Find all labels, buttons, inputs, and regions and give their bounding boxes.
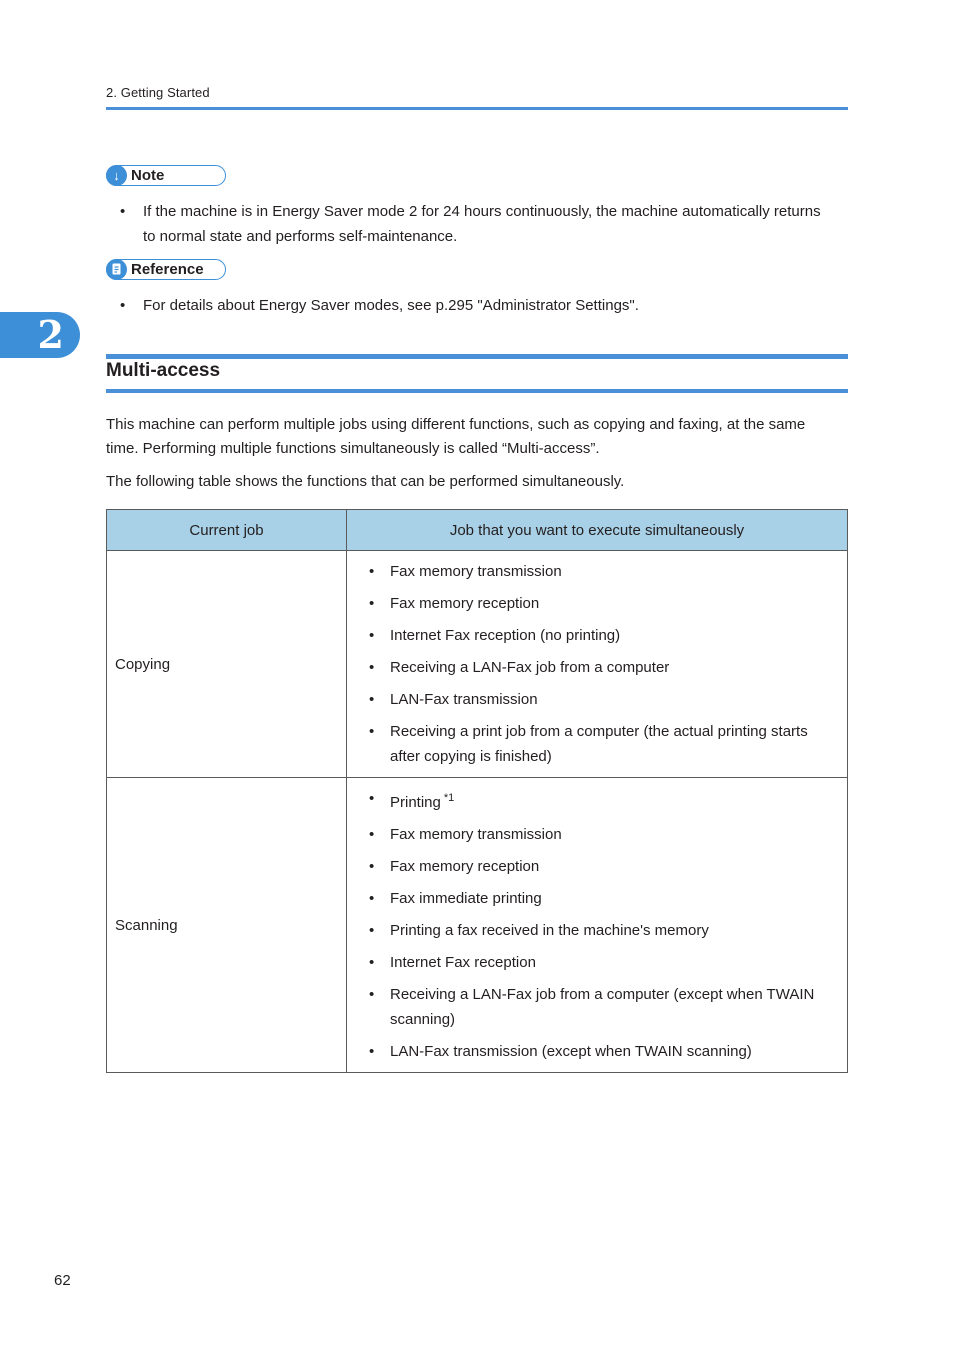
intro-paragraph: This machine can perform multiple jobs using different functions, such as copying and faxing, at the same time. Performing multiple functions simultaneously is called “Multi-access”. bbox=[106, 416, 806, 457]
list-item: • Internet Fax reception bbox=[369, 950, 839, 975]
table-intro-paragraph: The following table shows the functions that can be performed simultaneously. bbox=[106, 473, 625, 490]
job-cell-copying: Copying bbox=[107, 551, 347, 778]
list-item: • Fax memory transmission bbox=[369, 559, 839, 584]
function-list bbox=[369, 559, 839, 769]
reference-list bbox=[120, 293, 830, 318]
table-row bbox=[107, 778, 848, 1073]
reference-badge bbox=[106, 259, 226, 280]
list-item: • For details about Energy Saver modes, see p.295 "Administrator Settings". bbox=[120, 293, 830, 318]
list-item: • Internet Fax reception (no printing) bbox=[369, 623, 839, 648]
functions-cell bbox=[347, 778, 848, 1073]
arrow-down-circle-icon: ↓ bbox=[106, 165, 127, 186]
list-item: • Receiving a LAN-Fax job from a computer bbox=[369, 655, 839, 680]
running-header: 2. Getting Started bbox=[106, 85, 210, 100]
column-header-simultaneous-job: Job that you want to execute simultaneously bbox=[347, 510, 848, 551]
chapter-tab: 2 bbox=[0, 312, 80, 358]
list-item: • Fax immediate printing bbox=[369, 886, 839, 911]
section-rule-top bbox=[106, 354, 848, 359]
functions-cell bbox=[347, 551, 848, 778]
reference-label: Reference bbox=[131, 261, 204, 278]
section-rule-bottom bbox=[106, 389, 848, 393]
list-item: • Fax memory reception bbox=[369, 854, 839, 879]
list-item: • Printing a fax received in the machine's memory bbox=[369, 918, 839, 943]
list-item: • Receiving a print job from a computer (the actual printing starts after copying is finished) bbox=[369, 719, 839, 769]
list-item: • LAN-Fax transmission (except when TWAIN scanning) bbox=[369, 1039, 839, 1064]
multi-access-table bbox=[106, 509, 848, 1073]
page-number: 62 bbox=[54, 1272, 71, 1289]
column-header-current-job: Current job bbox=[107, 510, 347, 551]
footnote-marker: *1 bbox=[443, 792, 455, 804]
note-label: Note bbox=[131, 167, 165, 184]
list-item: • Fax memory transmission bbox=[369, 822, 839, 847]
header-rule bbox=[106, 107, 848, 110]
function-text: Printing bbox=[390, 794, 441, 811]
note-list bbox=[120, 199, 830, 249]
table-row bbox=[107, 551, 848, 778]
function-list bbox=[369, 786, 839, 1064]
list-item: • LAN-Fax transmission bbox=[369, 687, 839, 712]
list-item: • Fax memory reception bbox=[369, 591, 839, 616]
list-item: • Receiving a LAN-Fax job from a computer (except when TWAIN scanning) bbox=[369, 982, 839, 1032]
table-header-row bbox=[107, 510, 848, 551]
note-badge bbox=[106, 165, 226, 186]
document-icon bbox=[106, 259, 127, 280]
list-item bbox=[369, 786, 839, 815]
job-cell-scanning: Scanning bbox=[107, 778, 347, 1073]
list-item: • If the machine is in Energy Saver mode 2 for 24 hours continuously, the machine automatically returns to normal state and performs self-maintenance. bbox=[120, 199, 830, 249]
section-title: Multi-access bbox=[106, 360, 221, 381]
